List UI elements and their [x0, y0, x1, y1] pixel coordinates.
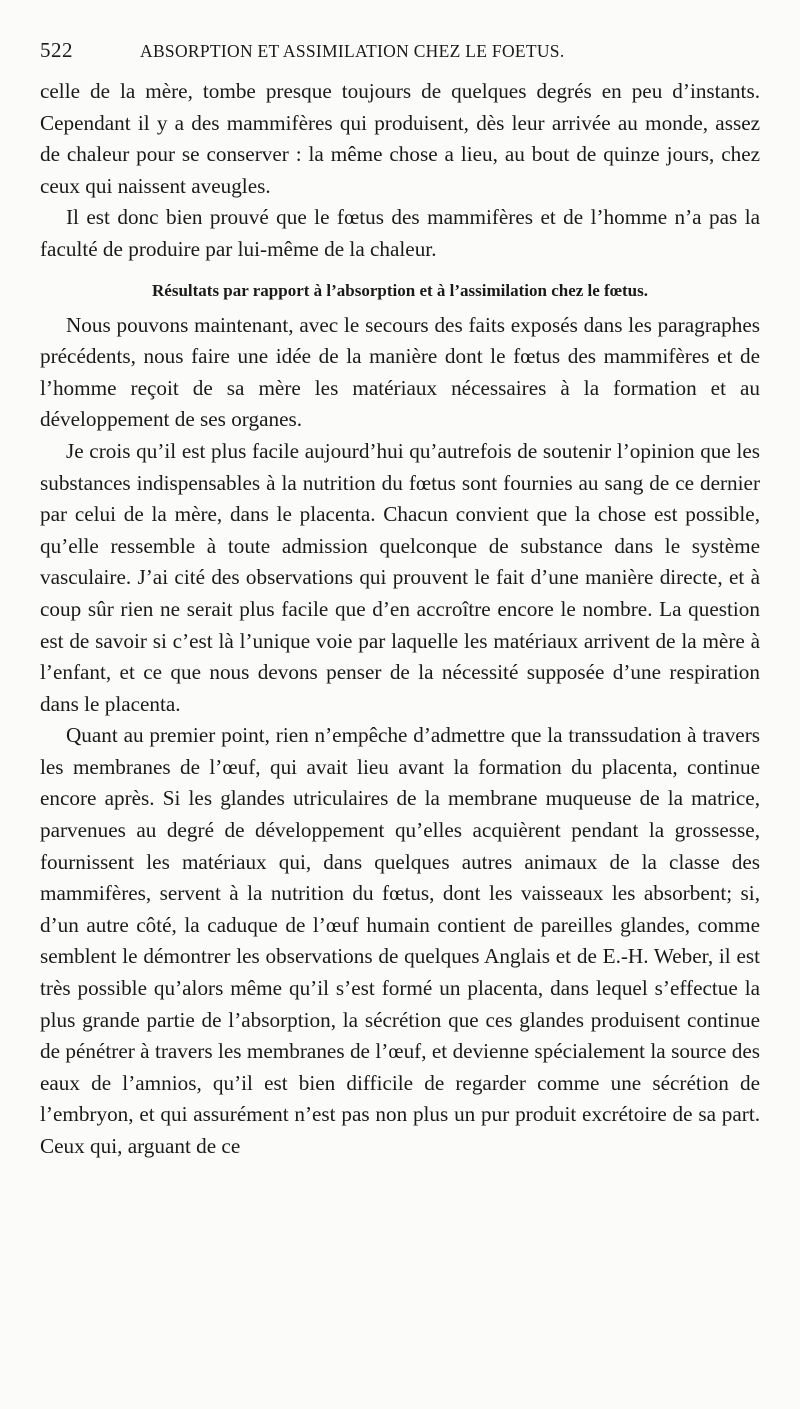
page-number: 522	[40, 38, 73, 62]
section-heading: Résultats par rapport à l’absorption et à l’assimilation chez le fœtus.	[152, 280, 648, 300]
paragraph-1: Nous pouvons maintenant, avec le secours des faits exposés dans les paragraphes précédents, nous faire une idée de la manière dont le fœtus des mammifères et de l’homme reçoit de sa mère les matériaux nécessaires à la formation et au développement de ses organes.	[40, 312, 760, 432]
running-title: ABSORPTION ET ASSIMILATION CHEZ LE FOETUS.	[140, 41, 565, 61]
paragraph-continued: celle de la mère, tombe presque toujours de quelques degrés en peu d’instants. Cependant il y a des mammifères qui produisent, dès leur arrivée au monde, assez de chaleur pour se conserver : la même chose a lieu, au bout de quinze jours, chez ceux qui naissent aveugles.	[40, 79, 760, 198]
paragraph-conclusion: Il est donc bien prouvé que le fœtus des mammifères et de l’homme n’a pas la faculté de produire par lui-même de la chaleur.	[40, 205, 760, 261]
running-head	[40, 38, 760, 74]
paragraph-3: Quant au premier point, rien n’empêche d’admettre que la transsudation à travers les membranes de l’œuf, qui avait lieu avant la formation du placenta, continue encore après. Si les glandes utriculaires de la membrane muqueuse de la matrice, parvenues au degré de développement qu’elles acquièrent pendant la grossesse, fournissent les matériaux qui, dans quelques autres animaux de la classe des mammifères, servent à la nutrition du fœtus, dont les vaisseaux les absorbent; si, d’un autre côté, la caduque de l’œuf humain contient de pareilles glandes, comme semblent le démontrer les observations de quelques Anglais et de E.-H. Weber, il est très possible qu’alors même qu’il s’est formé un placenta, dans lequel s’effectue la plus grande partie de l’absorption, la sécrétion que ces glandes produisent continue de pénétrer à travers les membranes de l’œuf, et devienne spécialement la source des eaux de l’amnios, qu’il est bien difficile de regarder comme une sécrétion de l’embryon, et qui assurément n’est pas non plus un pur produit excrétoire de sa part. Ceux qui, arguant de ce	[40, 723, 760, 1158]
paragraph-2: Je crois qu’il est plus facile aujourd’hui qu’autrefois de soutenir l’opinion que les substances indispensables à la nutrition du fœtus sont fournies au sang de ce dernier par celui de la mère, dans le placenta. Chacun convient que la chose est possible, qu’elle ressemble à toute admission quelconque de substance dans le système vasculaire. J’ai cité des observations qui prouvent le fait d’une manière directe, et à coup sûr rien ne serait plus facile que d’en accroître encore le nombre. La question est de savoir si c’est là l’unique voie par laquelle les matériaux arrivent de la mère à l’enfant, et ce que nous devons penser de la nécessité supposée d’une respiration dans le placenta.	[40, 438, 760, 716]
